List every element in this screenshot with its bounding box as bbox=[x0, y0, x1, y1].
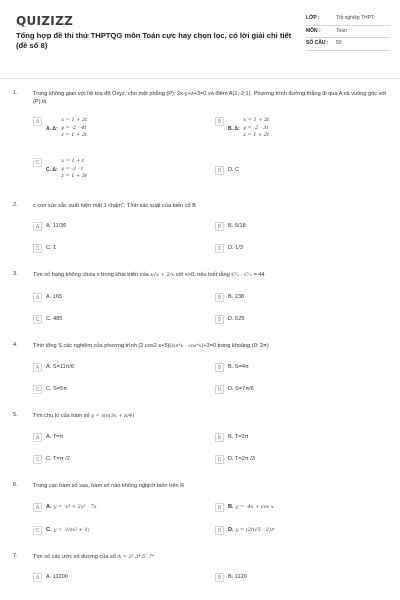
question-text: Tìm số hạng không chứa x trong khai triển của x√x + 2/x với x>0, nếu biết rằng C²ₙ - C¹ₙ = 44 bbox=[33, 272, 265, 278]
option-letter-box: B bbox=[215, 573, 224, 582]
option-letter-box: B bbox=[215, 117, 224, 126]
answer-option-b[interactable] bbox=[215, 573, 247, 582]
option-text: A. T=π bbox=[46, 434, 64, 440]
meta-row-subject bbox=[306, 26, 390, 39]
answer-option-a[interactable] bbox=[33, 573, 68, 582]
option-text: D. T=2π /3 bbox=[228, 456, 255, 462]
question-number: 3. bbox=[13, 271, 18, 277]
answer-option-c[interactable] bbox=[33, 455, 70, 464]
answer-option-d[interactable] bbox=[215, 244, 243, 253]
option-text: C. y = -1/(x² + 1) bbox=[46, 527, 90, 533]
option-text: C. T=π /2 bbox=[46, 456, 70, 462]
option-letter-box: C bbox=[33, 455, 42, 464]
meta-value: Toán bbox=[336, 27, 347, 34]
answer-option-b[interactable] bbox=[215, 222, 246, 231]
option-letter-box: B bbox=[215, 293, 224, 302]
question-text: Tìm chu kì của hàm số y = sin(3x + π/4) bbox=[33, 413, 135, 419]
option-text: A. 165 bbox=[46, 294, 63, 300]
option-letter-box: C bbox=[33, 315, 42, 324]
option-letter-box: A bbox=[33, 293, 42, 302]
option-letter-box: B bbox=[215, 222, 224, 231]
option-letter-box: A bbox=[33, 117, 42, 126]
question-text: Tìm số các ước số dương của số A = 2³.3⁴.5⁷.7⁶ bbox=[33, 554, 154, 560]
worksheet-meta bbox=[306, 13, 390, 51]
answer-option-c[interactable] bbox=[33, 385, 67, 394]
option-letter-box: C bbox=[33, 158, 42, 167]
option-text: C. 485 bbox=[46, 316, 63, 322]
worksheet-title: Tổng hợp đề thi thử THPTQG môn Toán cực hay chọn lọc, có lời giải chi tiết (đề số 8) bbox=[16, 31, 292, 50]
option-text: D. 1/3 bbox=[228, 245, 243, 251]
answer-option-b[interactable] bbox=[215, 503, 274, 512]
answer-option-a[interactable] bbox=[33, 363, 74, 372]
option-letter-box: B bbox=[215, 433, 224, 442]
option-letter-box: D bbox=[215, 385, 224, 394]
question-number: 6. bbox=[13, 482, 18, 488]
worksheet-header bbox=[0, 0, 400, 66]
option-letter-box: A bbox=[33, 573, 42, 582]
header-divider bbox=[0, 78, 400, 79]
question-text: Tính tổng S các nghiệm của phương trình (2 cos2 x+5)(sin⁴x - cos⁴x)+3=0 trong khoảng (0; 2π) bbox=[33, 343, 269, 349]
quizizz-logo: QUIZIZZ bbox=[16, 14, 74, 28]
option-text: B. S=4π bbox=[228, 364, 249, 370]
answer-option-a[interactable] bbox=[33, 117, 87, 140]
option-letter-box: D bbox=[215, 166, 224, 175]
answer-option-c[interactable] bbox=[33, 158, 87, 181]
answer-option-b[interactable] bbox=[215, 433, 248, 442]
answer-option-d[interactable] bbox=[215, 455, 255, 464]
option-letter-box: C bbox=[33, 526, 42, 535]
option-letter-box: A bbox=[33, 363, 42, 372]
answer-option-c[interactable] bbox=[33, 244, 56, 253]
question-text: c con xúc sắc xuất hiện mặt 1 chấm". Tính xác suất của biến cố B bbox=[33, 203, 196, 209]
option-text: D. 525 bbox=[228, 316, 245, 322]
answer-option-d[interactable] bbox=[215, 526, 275, 535]
option-letter-box: C bbox=[33, 385, 42, 394]
option-text: B. 238 bbox=[228, 294, 245, 300]
option-text: D. C bbox=[228, 167, 240, 173]
answer-option-b[interactable] bbox=[215, 117, 269, 140]
meta-value: 50 bbox=[336, 40, 342, 46]
meta-label: SỐ CÂU : bbox=[306, 40, 329, 46]
option-text: C. Δ: x = 1 + t y = -2 - t z = 1 + 3t bbox=[46, 158, 87, 179]
option-text: D. y = (2/(√5 - 2))ˣ bbox=[228, 527, 275, 533]
option-letter-box: D bbox=[215, 455, 224, 464]
option-text: D. S=7π/6 bbox=[228, 386, 254, 392]
option-letter-box: D bbox=[215, 315, 224, 324]
option-letter-box: C bbox=[33, 244, 42, 253]
option-text: B. T=2π bbox=[228, 434, 249, 440]
option-text: B. y = -4x + cos x bbox=[228, 504, 274, 510]
answer-option-a[interactable] bbox=[33, 433, 63, 442]
option-text: A. y = -x³ + 2x² - 7x bbox=[46, 504, 97, 510]
question-text: Trong không gian với hệ toạ độ Oxyz, cho mặt phẳng (P): 2x-y+z+3=0 và điểm A(1;-2;1). Phương trình đường thẳng đi qua A và vuông góc với (P) là bbox=[33, 91, 387, 105]
answer-option-d[interactable] bbox=[215, 166, 239, 175]
answer-option-d[interactable] bbox=[215, 315, 244, 324]
meta-label: LỚP : bbox=[306, 15, 320, 21]
meta-row-count bbox=[306, 38, 390, 51]
option-text: C. S=5π bbox=[46, 386, 68, 392]
answer-option-c[interactable] bbox=[33, 315, 62, 324]
question-number: 5. bbox=[13, 412, 18, 418]
option-text: B. 5/18 bbox=[228, 223, 246, 229]
option-letter-box: D bbox=[215, 526, 224, 535]
option-letter-box: A bbox=[33, 503, 42, 512]
option-text: A. Δ: x = 1 + 2t y = -2 - 4t z = 1 + 3t bbox=[46, 117, 88, 138]
answer-option-a[interactable] bbox=[33, 222, 66, 231]
option-text: A. S=11π/6 bbox=[46, 364, 75, 370]
answer-option-b[interactable] bbox=[215, 293, 244, 302]
question-number: 4. bbox=[13, 342, 18, 348]
meta-label: MÔN : bbox=[306, 27, 321, 34]
answer-option-b[interactable] bbox=[215, 363, 249, 372]
option-text: A. 11/36 bbox=[46, 223, 67, 229]
meta-value: Tốt nghiệp THPT bbox=[336, 15, 374, 21]
option-text: B. Δ: x = 1 + 2t y = -2 - 3t z = 1 + 2t bbox=[228, 117, 270, 138]
option-letter-box: D bbox=[215, 244, 224, 253]
question-number: 7. bbox=[13, 553, 18, 559]
option-letter-box: A bbox=[33, 433, 42, 442]
question-text: Trong các hàm số sau, hàm số nào không nghịch biến trên R bbox=[33, 483, 185, 489]
option-text: B. 1120 bbox=[228, 574, 247, 580]
answer-option-c[interactable] bbox=[33, 526, 90, 535]
option-text: A. 11200 bbox=[46, 574, 68, 580]
answer-option-a[interactable] bbox=[33, 293, 62, 302]
question-number: 1. bbox=[13, 90, 18, 96]
option-letter-box: B bbox=[215, 363, 224, 372]
meta-row-class bbox=[306, 13, 390, 26]
answer-option-d[interactable] bbox=[215, 385, 254, 394]
question-number: 2. bbox=[13, 202, 18, 208]
option-letter-box: A bbox=[33, 222, 42, 231]
option-text: C. 1 bbox=[46, 245, 57, 251]
answer-option-a[interactable] bbox=[33, 503, 97, 512]
option-letter-box: B bbox=[215, 503, 224, 512]
